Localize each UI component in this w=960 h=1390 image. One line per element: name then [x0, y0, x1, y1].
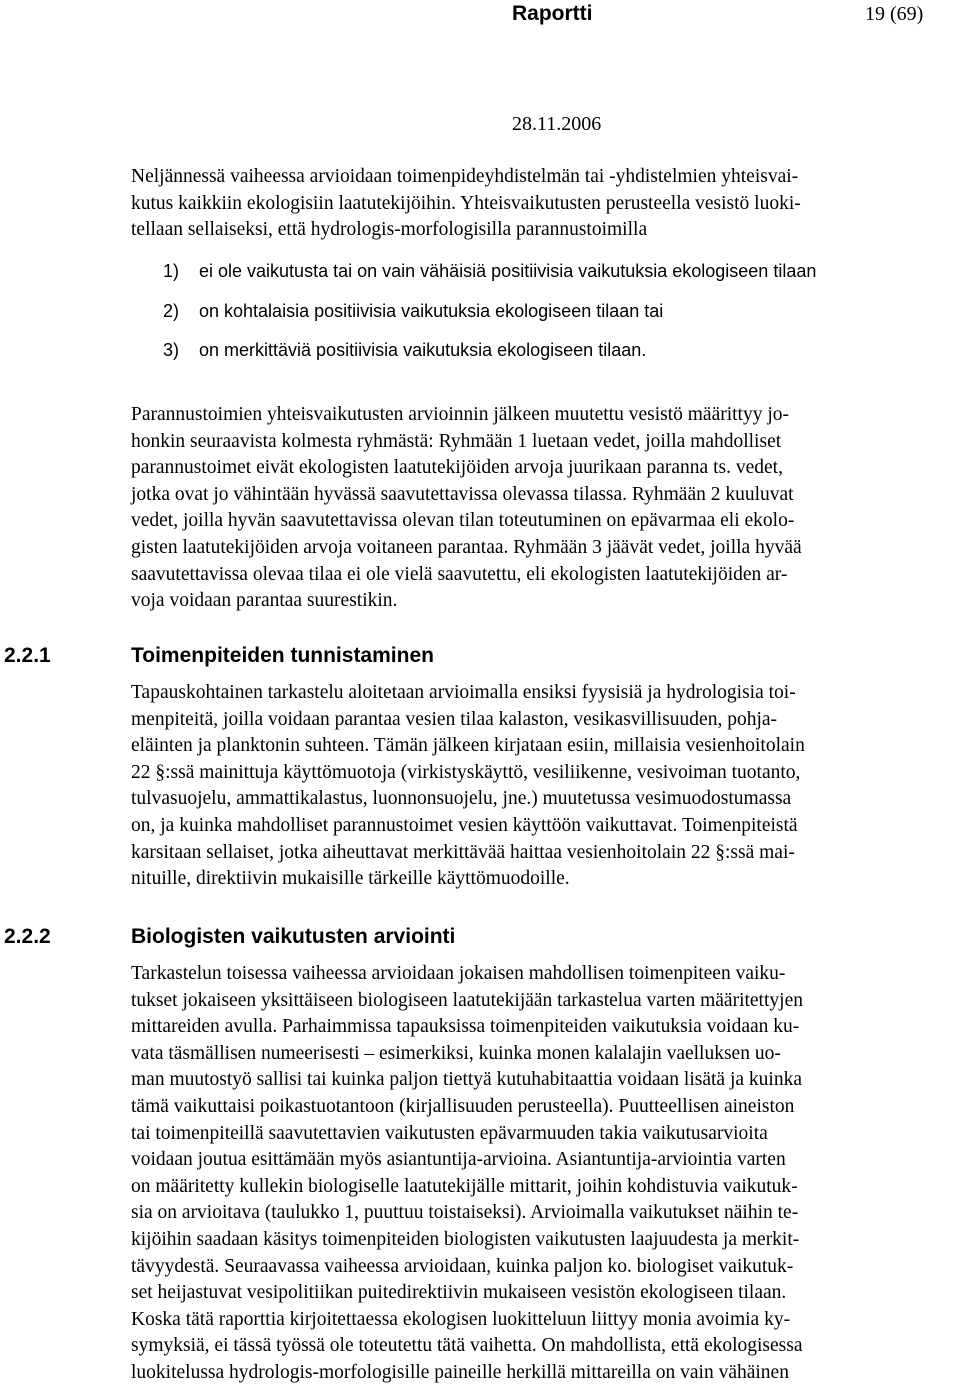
section-paragraph [131, 680, 941, 893]
paragraph-line: luokitelussa hydrologis-morfologisille paineille herkillä mittareilla on vain vähäinen [131, 1361, 789, 1383]
outcome-list [163, 252, 953, 371]
paragraph-line: Tarkastelun toisessa vaiheessa arvioidaan jokaisen mahdollisen toimenpiteen vaiku- [131, 963, 786, 984]
paragraph-line: tai toimenpiteillä saavutettavien vaikutusten epävarmuuden takia vaikutusarvioita [131, 1122, 768, 1144]
list-item [163, 252, 953, 292]
page-number: 19 (69) [865, 3, 924, 25]
list-item-text: on merkittäviä positiivisia vaikutuksia ekologiseen tilaan. [199, 340, 647, 360]
list-item-number: 2) [163, 300, 180, 321]
paragraph-line: tukset jokaiseen yksittäiseen biologiseen laatutekijään tarkastelua varten määritettyjen [131, 989, 803, 1011]
section-number: 2.2.1 [4, 644, 51, 667]
section-number: 2.2.2 [4, 925, 51, 948]
paragraph-line: man muutostyö sallisi tai kuinka paljon tiettyä kutuhabitaattia voidaan lisätä ja kuinka [131, 1069, 802, 1091]
paragraph-line: on, ja kuinka mahdolliset parannustoimet vesien käyttöön vaikuttavat. Toimenpiteistä [131, 814, 798, 836]
list-item-number: 1) [163, 261, 180, 281]
paragraph-line: tellaan sellaiseksi, että hydrologis-morfologisilla parannustoimilla [131, 219, 648, 241]
paragraph-line: vata täsmällisen numeerisesti – esimerkiksi, kuinka monen kalalajin vaelluksen uo- [131, 1042, 781, 1064]
paragraph-line: tävyydestä. Seuraavassa vaiheessa arvioidaan, kuinka paljon ko. biologiset vaikutuk- [131, 1255, 794, 1277]
list-item [163, 292, 953, 332]
intro-paragraph [131, 164, 941, 244]
section-paragraph [131, 961, 941, 1387]
list-item-text: ei ole vaikutusta tai on vain vähäisiä positiivisia vaikutuksia ekologiseen tilaan [199, 261, 817, 281]
list-item-text: on kohtalaisia positiivisia vaikutuksia ekologiseen tilaan tai [199, 300, 664, 321]
paragraph-line: menpiteitä, joilla voidaan parantaa vesien tilaa kalaston, vesikasvillisuuden, pohja- [131, 708, 778, 730]
paragraph-line: voidaan joutua esittämään myös asiantuntija-arvioina. Asiantuntija-arviointia varten [131, 1149, 786, 1171]
paragraph-line: Tapauskohtainen tarkastelu aloitetaan arvioimalla ensiksi fyysisiä ja hydrologisia toi- [131, 682, 796, 703]
paragraph-line: kutus kaikkiin ekologisiin laatutekijöihin. Yhteisvaikutusten perusteella vesistö luoki- [131, 192, 801, 214]
paragraph-line: Koska tätä raporttia kirjoitettaessa ekologisen luokitteluun liittyy monia avoimia ky- [131, 1308, 791, 1330]
page-header [0, 0, 960, 40]
paragraph-line: mittareiden avulla. Parhaimmissa tapauksissa toimenpiteiden vaikutuksia voidaan ku- [131, 1016, 800, 1038]
paragraph-line: Parannustoimien yhteisvaikutusten arvioinnin jälkeen muutettu vesistö määrittyy jo- [131, 404, 790, 425]
paragraph-line: eläinten ja planktonin suhteen. Tämän jälkeen kirjataan esiin, millaisia vesienhoitolain [131, 735, 805, 757]
list-item-number: 3) [163, 340, 180, 360]
paragraph-line: nituille, direktiivin mukaisille tärkeille käyttömuodoille. [131, 868, 570, 890]
paragraph-line: kijöihin saadaan käsitys toimenpiteiden biologisten vaikutusten laajuudesta ja merkit- [131, 1228, 800, 1250]
paragraph-line: gisten laatutekijöiden arvoja voitaneen parantaa. Ryhmään 3 jäävät vedet, joilla hyvää [131, 536, 802, 558]
paragraph-line: karsitaan sellaiset, jotka aiheuttavat merkittävää haittaa vesienhoitolain 22 §:ssä mai- [131, 841, 795, 863]
section-title: Biologisten vaikutusten arviointi [131, 925, 456, 948]
paragraph-line: voja voidaan parantaa suurestikin. [131, 590, 398, 612]
paragraph-line: parannustoimet eivät ekologisten laatutekijöiden arvoja juurikaan paranna ts. vedet, [131, 457, 783, 479]
list-item [163, 331, 953, 371]
paragraph-line: sia on arvioitava (taulukko 1, puuttuu toistaiseksi). Arvioimalla vaikutukset näihin te- [131, 1202, 799, 1224]
paragraph-line: on määritetty kullekin biologiselle laatutekijälle mittarit, joihin kohdistuvia vaikutuk- [131, 1175, 798, 1197]
paragraph-line: tämä vaikuttaisi poikastuotantoon (kirjallisuuden perusteella). Puutteellisen aineiston [131, 1095, 795, 1117]
paragraph-line: honkin seuraavista kolmesta ryhmästä: Ryhmään 1 luetaan vedet, joilla mahdolliset [131, 430, 782, 452]
paragraph-line: tulvasuojelu, ammattikalastus, luonnonsuojelu, jne.) muutetussa vesimuodostumassa [131, 788, 792, 810]
classification-paragraph [131, 402, 941, 615]
paragraph-line: vedet, joilla hyvän saavutettavissa olevan tilan toteutuminen on epävarmaa eli ekolo- [131, 510, 795, 532]
paragraph-line: set heijastuvat vesipolitiikan puitedirektiivin mukaiseen vesistön ekologiseen tilaan. [131, 1282, 787, 1304]
document-title: Raportti [512, 2, 593, 25]
paragraph-line: Neljännessä vaiheessa arvioidaan toimenpideyhdistelmän tai -yhdistelmien yhteisvai- [131, 166, 799, 187]
section-title: Toimenpiteiden tunnistaminen [131, 644, 434, 667]
paragraph-line: saavutettavissa olevaa tilaa ei ole vielä saavutettu, eli ekologisten laatutekijöiden ar- [131, 563, 788, 585]
paragraph-line: jotka ovat jo vähintään hyvässä saavutettavissa olevassa tilassa. Ryhmään 2 kuuluvat [131, 483, 794, 505]
document-date: 28.11.2006 [512, 113, 602, 135]
paragraph-line: symyksiä, ei tässä työssä ole toteutettu tätä vaihetta. On mahdollista, että ekologisessa [131, 1335, 803, 1357]
paragraph-line: 22 §:ssä mainittuja käyttömuotoja (virkistyskäyttö, vesiliikenne, vesivoiman tuotanto, [131, 761, 801, 783]
